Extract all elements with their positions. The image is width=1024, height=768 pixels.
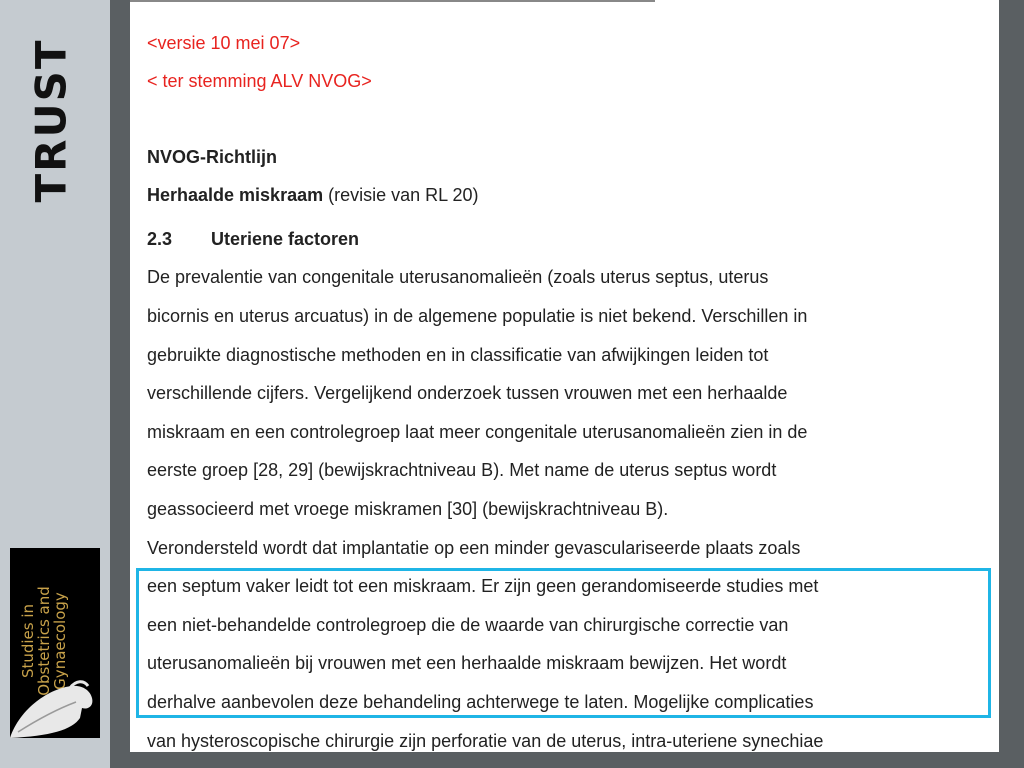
paragraph-line: bicornis en uterus arcuatus) in de algemene populatie is niet bekend. Verschillen in (147, 306, 808, 326)
paragraph-line: een septum vaker leidt tot een miskraam. Er zijn geen gerandomiseerde studies met (147, 576, 819, 596)
paragraph-line: miskraam en een controlegroep laat meer congenitale uterusanomalieën zien in de (147, 422, 808, 442)
paragraph-line: van hysteroscopische chirurgie zijn perforatie van de uterus, intra-uteriene synechiae (147, 731, 824, 751)
paragraph-line: eerste groep [28, 29] (bewijskrachtniveau B). Met name de uterus septus wordt (147, 460, 777, 480)
page-top-border (130, 0, 655, 2)
paragraph-line: Verondersteld wordt dat implantatie op een minder gevasculariseerde plaats zoals (147, 538, 801, 558)
journal-logo (10, 548, 100, 738)
paragraph-line: gebruikte diagnostische methoden en in classificatie van afwijkingen leiden tot (147, 345, 769, 365)
paragraph-line: verschillende cijfers. Vergelijkend onderzoek tussen vrouwen met een herhaalde (147, 383, 788, 403)
guideline-label: NVOG-Richtlijn (147, 147, 277, 167)
journal-logo-text: Studies in Obstetrics and Gynaecology (19, 586, 69, 696)
pregnant-figure-icon (10, 658, 100, 738)
document-page (130, 0, 999, 752)
sidebar (0, 0, 110, 768)
version-note: <versie 10 mei 07> (147, 33, 301, 53)
paragraph-line: een niet-behandelde controlegroep die de waarde van chirurgische correctie van (147, 615, 789, 635)
guideline-title: Herhaalde miskraam (revisie van RL 20) (147, 185, 479, 205)
paragraph-line: De prevalentie van congenitale uterusanomalieën (zoals uterus septus, uterus (147, 267, 769, 287)
section-heading: 2.3 Uteriene factoren (147, 229, 360, 249)
status-note: < ter stemming ALV NVOG> (147, 71, 372, 91)
trust-title: TRUST (26, 38, 76, 202)
paragraph-line: derhalve aanbevolen deze behandeling achterwege te laten. Mogelijke complicaties (147, 692, 814, 712)
paragraph-line: uterusanomalieën bij vrouwen met een herhaalde miskraam bewijzen. Het wordt (147, 653, 787, 673)
paragraph-line: geassocieerd met vroege miskramen [30] (bewijskrachtniveau B). (147, 499, 669, 519)
